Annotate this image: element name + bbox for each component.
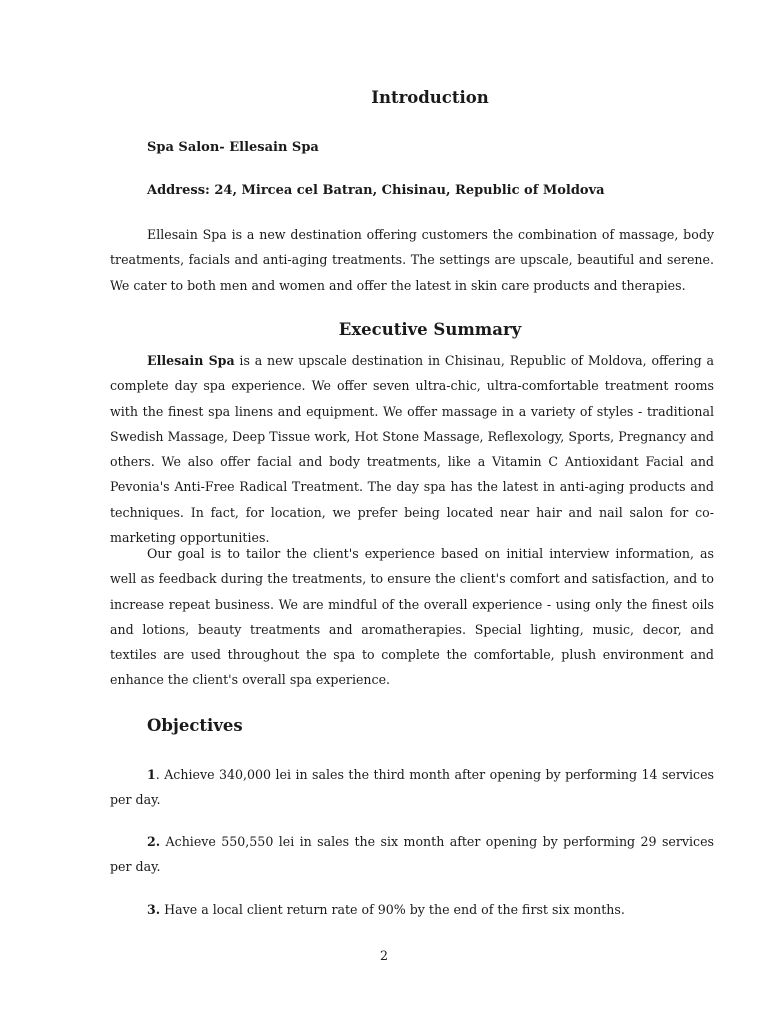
executive-summary-heading: Executive Summary — [338, 320, 522, 339]
introduction-heading: Introduction — [371, 88, 489, 107]
objective-text: Achieve 550,550 lei in sales the six month after opening by performing 29 services per day. — [110, 834, 714, 875]
salon-name-line: Spa Salon- Ellesain Spa — [147, 140, 319, 155]
executive-summary-paragraph-1 — [110, 348, 714, 550]
page-number: 2 — [379, 948, 388, 963]
objectives-heading: Objectives — [147, 716, 243, 735]
objective-number: 1 — [147, 767, 156, 782]
executive-summary-paragraph-2: Our goal is to tailor the client's experience based on initial interview information, as well as feedback during the treatments, to ensure the client's comfort and satisfaction, and to increase repeat business. We are mindful of the overall experience - using only the finest oils and lotions, beauty treatments and aromatherapies. Special lighting, music, decor, and textiles are used throughout the spa to complete the comfortable, plush environment and enhance the client's overall spa experience. — [110, 546, 714, 688]
objective-item-3 — [110, 897, 714, 922]
address-line: Address: 24, Mircea cel Batran, Chisinau, Republic of Moldova — [147, 183, 605, 198]
objective-item-2 — [110, 829, 714, 880]
objective-item-1 — [110, 762, 714, 813]
introduction-paragraph: Ellesain Spa is a new destination offering customers the combination of massage, body treatments, facials and anti-aging treatments. The settings are upscale, beautiful and serene. We cater to both men and women and offer the latest in skin care products and therapies. — [110, 227, 714, 293]
objective-text: . Achieve 340,000 lei in sales the third month after opening by performing 14 services per day. — [110, 767, 714, 808]
business-name-bold: Ellesain Spa — [147, 353, 235, 368]
objective-text: Have a local client return rate of 90% by the end of the first six months. — [160, 902, 625, 917]
objective-number: 2. — [147, 834, 161, 849]
objective-number: 3. — [147, 902, 161, 917]
executive-summary-paragraph-1-text: is a new upscale destination in Chisinau, Republic of Moldova, offering a complete day spa experience. We offer seven ultra-chic, ultra-comfortable treatment rooms with the finest spa linens and equipment. We offer massage in a variety of styles - traditional Swedish Massage, Deep Tissue work, Hot Stone Massage, Reflexology, Sports, Pregnancy and others. We also offer facial and body treatments, like a Vitamin C Antioxidant Facial and Pevonia's Anti-Free Radical Treatment. The day spa has the latest in anti-aging products and techniques. In fact, for location, we prefer being located near hair and nail salon for co-marketing opportunities. — [110, 353, 714, 546]
